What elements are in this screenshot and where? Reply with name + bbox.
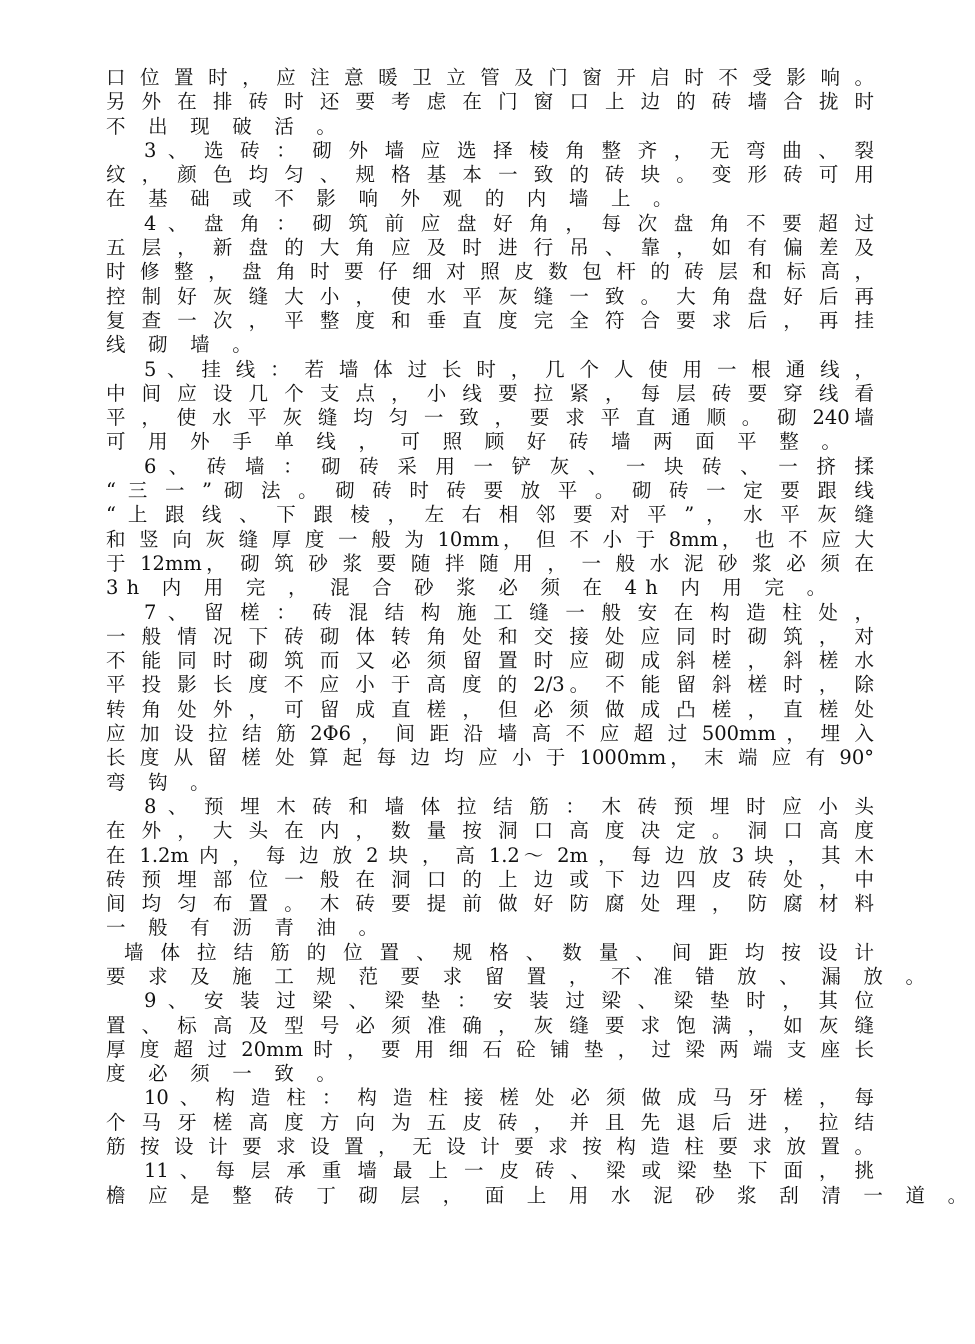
section-heading-line: 5 、 挂 线 ： 若 墙 体 过 长 时 ， 几 个 人 使 用 一 根 通 线 ，: [144, 357, 874, 381]
paragraph-start-line: 墙 体 拉 结 筋 的 位 置 、 规 格 、 数 量 、 间 距 均 按 设 计: [124, 940, 874, 964]
text-line: 长 度 从 留 槎 处 算 起 每 边 均 应 小 于 1000mm， 末 端 应 有 90°: [106, 746, 874, 770]
text-line: 于 12mm， 砌 筑 砂 浆 要 随 拌 随 用 ， 一 般 水 泥 砂 浆 必 须 在: [106, 551, 874, 575]
text-line: 不 能 同 时 砌 筑 而 又 必 须 留 置 时 应 砌 成 斜 槎 ， 斜 槎 水: [106, 649, 874, 673]
text-line: 另 外 在 排 砖 时 还 要 考 虑 在 门 窗 口 上 边 的 砖 墙 合 拢 时: [106, 90, 874, 114]
text-line: 线 砌 墙 。: [106, 333, 260, 357]
section-heading-line: 10 、 构 造 柱 ： 构 造 柱 接 槎 处 必 须 做 成 马 牙 槎 ， 每: [144, 1086, 874, 1110]
section-heading-line: 3 、 选 砖 ： 砌 外 墙 应 选 择 棱 角 整 齐 ， 无 弯 曲 、 裂: [144, 138, 874, 162]
section-heading-line: 7 、 留 槎 ： 砖 混 结 构 施 工 缝 一 般 安 在 构 造 柱 处 ，: [144, 600, 874, 624]
text-line: 时 修 整 ， 盘 角 时 要 仔 细 对 照 皮 数 包 杆 的 砖 层 和 标 高 ，: [106, 260, 874, 284]
text-line: 在 1.2m 内 ， 每 边 放 2 块 ， 高 1.2～ 2m ， 每 边 放 3 块 ， 其 木: [106, 843, 874, 867]
text-line: 纹 ， 颜 色 均 匀 、 规 格 基 本 一 致 的 砖 块 。 变 形 砖 可 用: [106, 163, 874, 187]
text-line: 和 竖 向 灰 缝 厚 度 一 般 为 10mm， 但 不 小 于 8mm， 也 不 应 大: [106, 527, 874, 551]
section-heading-line: 6 、 砖 墙 ： 砌 砖 采 用 一 铲 灰 、 一 块 砖 、 一 挤 揉: [144, 454, 874, 478]
text-line: 在 基 础 或 不 影 响 外 观 的 内 墙 上 。: [106, 187, 681, 211]
section-heading-line: 8 、 预 埋 木 砖 和 墙 体 拉 结 筋 ： 木 砖 预 埋 时 应 小 头: [144, 794, 874, 818]
document-body: [106, 66, 975, 1208]
section-heading-line: 9 、 安 装 过 梁 、 梁 垫 ： 安 装 过 梁 、 梁 垫 时 ， 其 位: [144, 989, 874, 1013]
text-line: 间 均 匀 布 置 。 木 砖 要 提 前 做 好 防 腐 处 理 ， 防 腐 材 料: [106, 892, 874, 916]
text-line: 置 、 标 高 及 型 号 必 须 准 确 ， 灰 缝 要 求 饱 满 ， 如 灰 缝: [106, 1013, 874, 1037]
text-line: 控 制 好 灰 缝 大 小 ， 使 水 平 灰 缝 一 致 。 大 角 盘 好 后 再: [106, 284, 874, 308]
text-line: 度 必 须 一 致 。: [106, 1062, 345, 1086]
text-line: 一 般 有 沥 青 油 。: [106, 916, 387, 940]
text-line: 要 求 及 施 工 规 范 要 求 留 置 ， 不 准 错 放 、 漏 放 。: [106, 964, 934, 988]
text-line: 檐 应 是 整 砖 丁 砌 层 ， 面 上 用 水 泥 砂 浆 刮 清 一 道 。: [106, 1183, 975, 1207]
text-line: 可 用 外 手 单 线 ， 可 照 顾 好 砖 墙 两 面 平 整 。: [106, 430, 850, 454]
text-line: 五 层 ， 新 盘 的 大 角 应 及 时 进 行 吊 、 靠 ， 如 有 偏 差 及: [106, 236, 874, 260]
text-line: 一 般 情 况 下 砖 砌 体 转 角 处 和 交 接 处 应 同 时 砌 筑 ， 对: [106, 624, 874, 648]
section-heading-line: 4 、 盘 角 ： 砌 筑 前 应 盘 好 角 ， 每 次 盘 角 不 要 超 过: [144, 211, 874, 235]
text-line: 不 出 现 破 活 。: [106, 114, 345, 138]
text-line: 个 马 牙 槎 高 度 方 向 为 五 皮 砖 ， 并 且 先 退 后 进 ， 拉 结: [106, 1110, 874, 1134]
text-line: 在 外 ， 大 头 在 内 ， 数 量 按 洞 口 高 度 决 定 。 洞 口 高 度: [106, 819, 874, 843]
text-line: 中 间 应 设 几 个 支 点 ， 小 线 要 拉 紧 ， 每 层 砖 要 穿 线 看: [106, 381, 874, 405]
text-line: “ 三 一 ” 砌 法 。 砌 砖 时 砖 要 放 平 。 砌 砖 一 定 要 跟 线: [106, 479, 874, 503]
section-heading-line: 11 、 每 层 承 重 墙 最 上 一 皮 砖 、 梁 或 梁 垫 下 面 ， 挑: [144, 1159, 874, 1183]
text-line: 厚 度 超 过 20mm 时 ， 要 用 细 石 砼 铺 垫 ， 过 梁 两 端 支 座 长: [106, 1037, 874, 1061]
text-line: 弯 钩 。: [106, 770, 218, 794]
text-line: 平 ， 使 水 平 灰 缝 均 匀 一 致 ， 要 求 平 直 通 顺 。 砌 240墙: [106, 406, 874, 430]
text-line: 平 投 影 长 度 不 应 小 于 高 度 的 2/3。 不 能 留 斜 槎 时 ， 除: [106, 673, 874, 697]
text-line: 转 角 处 外 ， 可 留 成 直 槎 ， 但 必 须 做 成 凸 槎 ， 直 槎 处: [106, 697, 874, 721]
text-line: 3h 内 用 完 ， 混 合 砂 浆 必 须 在 4h 内 用 完 。: [106, 576, 835, 600]
text-line: 筋 按 设 计 要 求 设 置 ， 无 设 计 要 求 按 构 造 柱 要 求 放 置 。: [106, 1135, 874, 1159]
text-line: 应 加 设 拉 结 筋 2Φ6 ， 间 距 沿 墙 高 不 应 超 过 500mm ， 埋 入: [106, 722, 874, 746]
text-line: 砖 预 埋 部 位 一 般 在 洞 口 的 上 边 或 下 边 四 皮 砖 处 ， 中: [106, 867, 874, 891]
text-line: 复 查 一 次 ， 平 整 度 和 垂 直 度 完 全 符 合 要 求 后 ， 再 挂: [106, 308, 874, 332]
text-line: 口 位 置 时 ， 应 注 意 暖 卫 立 管 及 门 窗 开 启 时 不 受 影 响 。: [106, 66, 874, 89]
text-line: “ 上 跟 线 、 下 跟 棱 ， 左 右 相 邻 要 对 平 ” ， 水 平 灰 缝: [106, 503, 874, 527]
